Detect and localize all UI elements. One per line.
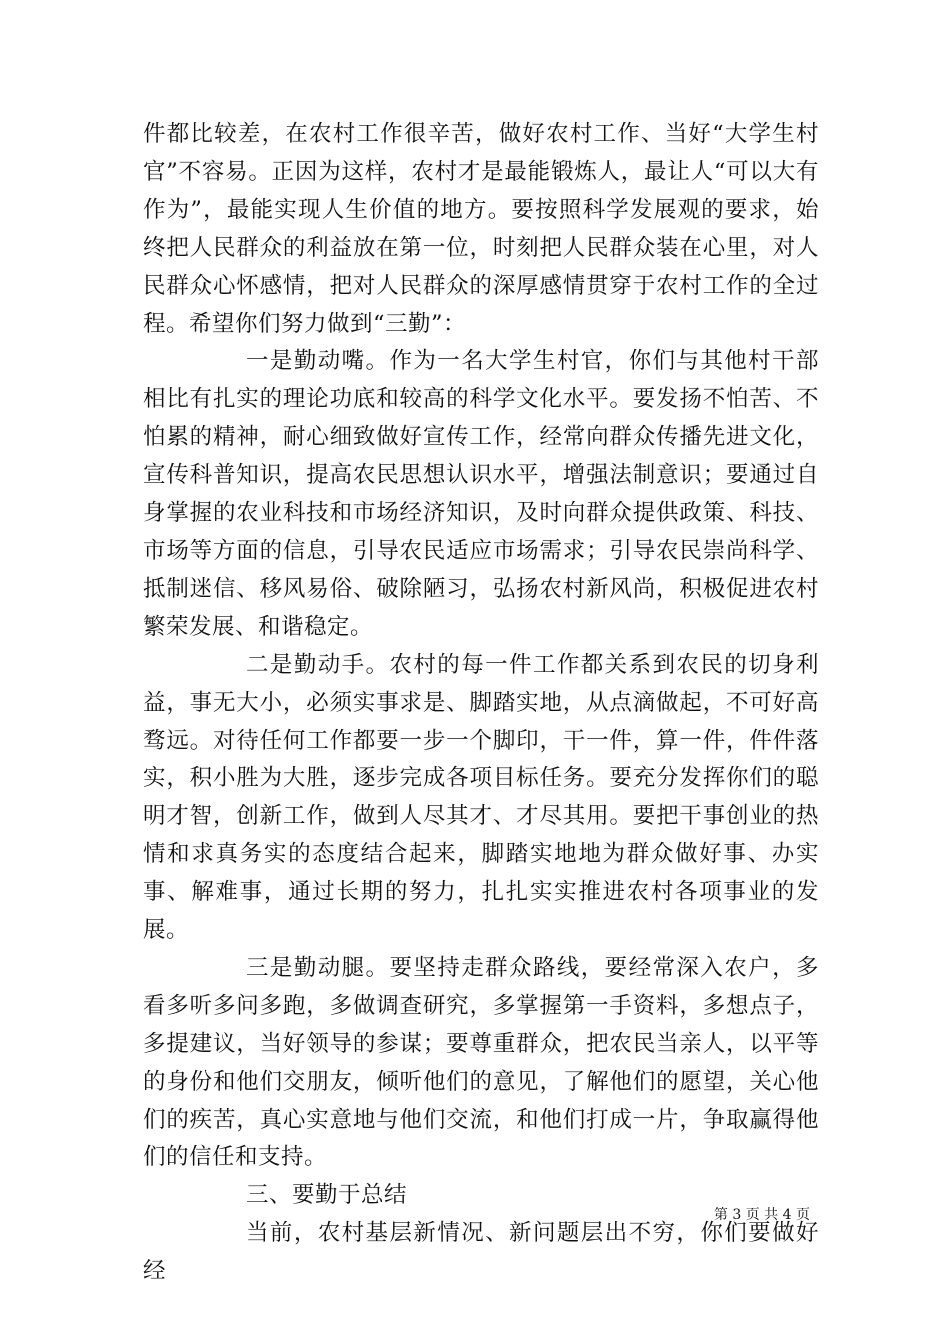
paragraph-4: 三是勤动腿。要坚持走群众路线，要经常深入农户，多看多听多问多跑，多做调查研究，多掌握第一手资料，多想点子，多提建议，当好领导的参谋；要尊重群众，把农民当亲人，以平等的身份和他们交朋友，倾听他们的意见，了解他们的愿望，关心他们的疾苦，真心实意地与他们交流，和他们打成一片，争取赢得他们的信任和支持。 [143,954,819,1171]
document-body [143,116,819,1291]
paragraph-5: 当前，农村基层新情况、新问题层出不穷，你们要做好经 [143,1220,819,1285]
paragraph-3: 二是勤动手。农村的每一件工作都关系到农民的切身利益，事无大小，必须实事求是、脚踏实地，从点滴做起，不可好高骛远。对待任何工作都要一步一个脚印，干一件，算一件，件件落实，积小胜为大胜，逐步完成各项目标任务。要充分发挥你们的聪明才智，创新工作，做到人尽其才、才尽其用。要把干事创业的热情和求真务实的态度结合起来，脚踏实地地为群众做好事、办实事、解难事，通过长期的努力，扎扎实实推进农村各项事业的发展。 [143,651,819,944]
section-heading: 三、要勤于总结 [246,1182,408,1209]
paragraph-2: 一是勤动嘴。作为一名大学生村官，你们与其他村干部相比有扎实的理论功底和较高的科学文化水平。要发扬不怕苦、不怕累的精神，耐心细致做好宣传工作，经常向群众传播先进文化，宣传科普知识，提高农民思想认识水平，增强法制意识；要通过自身掌握的农业科技和市场经济知识，及时向群众提供政策、科技、市场等方面的信息，引导农民适应市场需求；引导农民崇尚科学、抵制迷信、移风易俗、破除陋习，弘扬农村新风尚，积极促进农村繁荣发展、和谐稳定。 [143,348,819,640]
page-number-footer: 第 3 页 共 4 页 [713,1207,810,1223]
paragraph-1: 件都比较差，在农村工作很辛苦，做好农村工作、当好“大学生村官”不容易。正因为这样，农村才是最能锻炼人，最让人“可以大有作为”，最能实现人生价值的地方。要按照科学发展观的要求，始终把人民群众的利益放在第一位，时刻把人民群众装在心里，对人民群众心怀感情，把对人民群众的深厚感情贯穿于农村工作的全过程。希望你们努力做到“三勤”： [143,121,819,337]
